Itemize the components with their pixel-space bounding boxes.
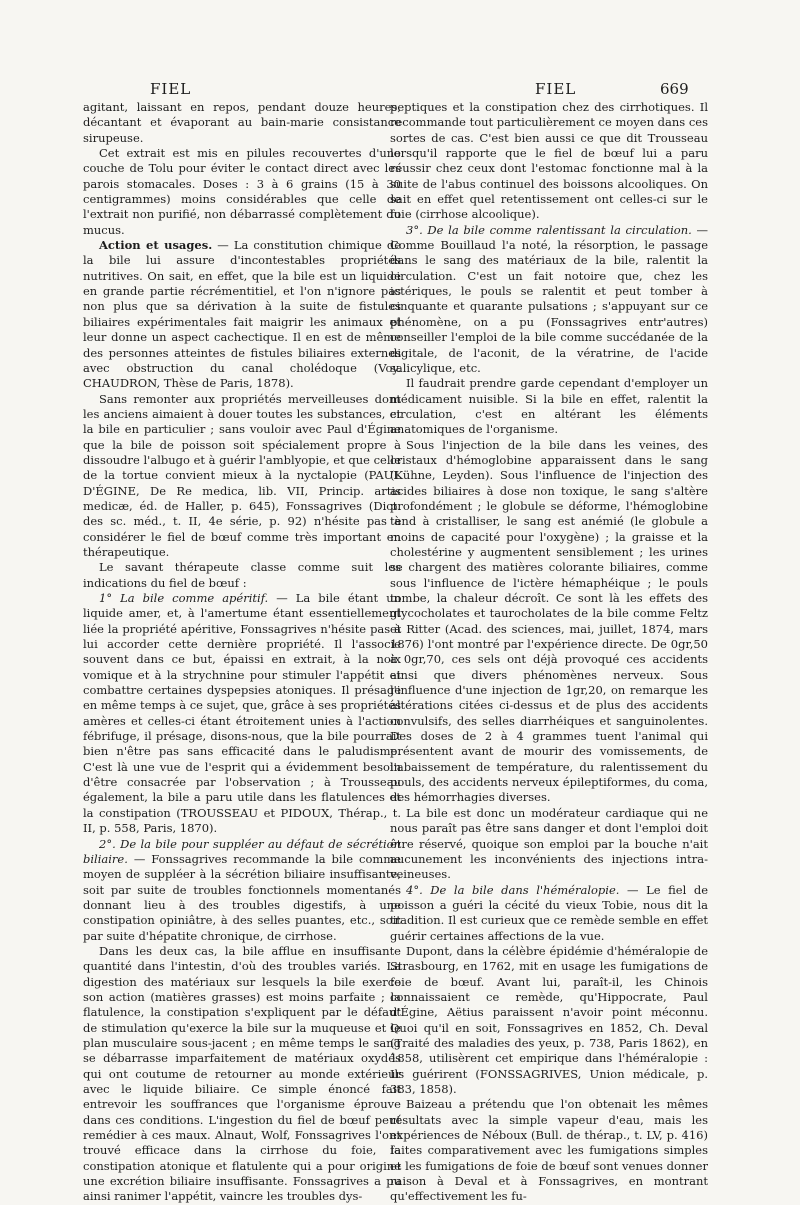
paragraph-text: — La constitution chimique de la bile lui assure d'incontestables propriétés nutritives. On sait, en effet, que la bile est un liquide en grande partie récrémentitiel, et l'on n'ignore pas non plus que sa dérivation à la suite de fistules biliaires expérimentales fait maigrir les animaux et leur donne un aspect cachectique. Il en est de même des personnes atteintes de fistules biliaires externes avec obstruction du canal cholédoque (Voy. CHAUDRON, Thèse de Paris, 1878). xyxy=(83,238,401,391)
paragraph xyxy=(390,223,708,376)
paragraph: Sous l'injection de la bile dans les veines, des cristaux d'hémoglobine apparaissent dans le sang (Kühne, Leyden). Sous l'influence de l'injection des acides biliaires à dose non toxique, le sang s'altère profondément ; le globule se déforme, l'hémoglobine tend à cristalliser, le sang est anémié (le globule a moins de capacité pour l'oxygène) ; la graisse et la cholestérine y augmentent sensiblement ; les urines se chargent des matières colorante biliaires, comme sous l'influence de l'ictère hémaphéique ; le pouls tombe, la chaleur décroît. Ce sont là les effets des glycocholates et taurocholates de la bile comme Feltz et Ritter (Acad. des sciences, mai, juillet, 1874, mars 1876) l'ont montré par l'expérience directe. De 0gr,50 à 0gr,70, ces sels ont déjà provoqué ces accidents ainsi que divers phénomènes nerveux. Sous l'influence d'une injection de 1gr,20, on remarque les altérations citées ci-dessus et de plus des accidents convulsifs, des selles diarrhéiques et sanguinolentes. Des doses de 2 à 4 grammes tuent l'animal qui présentent avant de mourir des vomissements, de l'abaissement de température, du ralentissement du pouls, des accidents nerveux épileptiformes, du coma, des hémorrhagies diverses. xyxy=(390,437,708,805)
paragraph-text: — Comme Bouillaud l'a noté, la résorption, le passage dans le sang des matériaux de la bile, ralentit la circulation. C'est un fait notoire que, chez les ictériques, le pouls se ralentit et peut tomber à cinquante et quarante pulsations ; s'appuyant sur ce phénomène, on a pu (Fonssagrives entr'autres) conseiller l'emploi de la bile comme succédanée de la digitale, de l'aconit, de la vératrine, de l'acide salicylique, etc. xyxy=(390,222,709,375)
subsection-heading: 4°. De la bile dans l'héméralopie. xyxy=(406,882,620,897)
page-number: 669 xyxy=(660,80,689,98)
paragraph: Dans les deux cas, la bile afflue en insuffisante quantité dans l'intestin, d'où des troubles variés. La digestion des matériaux sur lesquels la bile exerce son action (matières grasses) est moins parfaite ; la flatulence, la constipation s'expliquent par le défaut de stimulation qu'exerce la bile sur la muqueuse et le plan musculaire sous-jacent ; en même temps le sang se débarrasse imparfaitement de matériaux oxydés qui ont coutume de retourner au monde extérieur avec le liquide biliaire. Ce simple énoncé fait entrevoir les souffrances que l'organisme éprouve dans ces conditions. L'ingestion du fiel de bœuf peut remédier à ces maux. Alnaut, Wolf, Fonssagrives l'ont trouvé efficace dans la cirrhose du foie, la constipation atonique et flatulente qui a pour origine une excrétion biliaire insuffisante. Fonssagrives a pu ainsi ranimer l'appétit, vaincre les troubles dys- xyxy=(83,943,401,1204)
paragraph xyxy=(390,883,708,944)
section-heading: Action et usages. xyxy=(99,238,213,253)
paragraph: peptiques et la constipation chez des cirrhotiques. Il recommande tout particulièrement ce moyen dans ces sortes de cas. C'est bien aussi ce que dit Trousseau lorsqu'il rapporte que le fiel de bœuf lui a paru réussir chez ceux dont l'estomac fonctionne mal à la suite de l'abus continuel des boissons alcooliques. On sait en effet quel retentissement ont celles-ci sur le foie (cirrhose alcoolique). xyxy=(390,100,708,222)
paragraph: Sans remonter aux propriétés merveilleuses dont les anciens aimaient à douer toutes les substances, et la bile en particulier ; sans vouloir avec Paul d'Égine que la bile de poisson soit spécialement propre à dissoudre l'albugo et à guérir l'amblyopie, et que celle de la tortue convient mieux à la nyctalopie (PAUL D'ÉGINE, De Re medica, lib. VII, Princip. artis medicæ, éd. de Haller, p. 645), Fonssagrives (Dict. des sc. méd., t. II, 4e série, p. 92) n'hésite pas à considérer le fiel de bœuf comme très important en thérapeutique. xyxy=(83,391,402,559)
right-column xyxy=(390,100,708,1205)
paragraph: Cet extrait est mis en pilules recouvertes d'une couche de Tolu pour éviter le contact direct avec les parois stomacales. Doses : 3 à 6 grains (15 à 30 centigrammes) moins considérables que celle de l'extrait non purifié, non débarrassé complètement du mucus. xyxy=(83,146,401,237)
paragraph xyxy=(83,837,401,944)
paragraph xyxy=(83,238,401,391)
paragraph: La bile est donc un modérateur cardiaque qui ne nous paraît pas être sans danger et dont l'emploi doit être réservé, quoique son emploi par la bouche n'ait aucunement les inconvénients des injections intra-veineuses. xyxy=(390,805,708,882)
subsection-heading: 1° La bile comme apéritif. xyxy=(99,591,269,605)
paragraph xyxy=(83,591,401,837)
paragraph: Baizeau a prétendu que l'on obtenait les mêmes résultats avec la simple vapeur d'eau, mais les expériences de Néboux (Bull. de thérap., t. LV, p. 416) faites comparativement avec les fumigations simples et les fumigations de foie de bœuf sont venues donner raison à Deval et à Fonssagrives, en montrant qu'effectivement les fu- xyxy=(390,1097,708,1204)
subsection-heading: 2°. De la bile pour suppléer au défaut de sécrétion biliaire. xyxy=(83,836,401,866)
subsection-heading: 3°. De la bile comme ralentissant la circulation. xyxy=(406,222,692,237)
running-head-center: FIEL xyxy=(535,80,577,98)
running-head-left: FIEL xyxy=(150,80,192,98)
paragraph: Le savant thérapeute classe comme suit les indications du fiel de bœuf : xyxy=(83,560,401,590)
paragraph-text: — Le fiel de poisson a guéri la cécité du vieux Tobie, nous dit la tradition. Il est curieux que ce remède semble en effet guérir certaines affections de la vue. xyxy=(390,882,709,943)
paragraph: agitant, laissant en repos, pendant douze heures, décantant et évaporant au bain-marie consistance sirupeuse. xyxy=(83,100,401,145)
paragraph: Il faudrait prendre garde cependant d'employer un médicament nuisible. Si la bile en effet, ralentit la circulation, c'est en altérant les éléments anatomiques de l'organisme. xyxy=(390,376,708,437)
paragraph-text: — La bile étant un liquide amer, et, à l'amertume étant essentiellement liée la propriété apéritive, Fonssagrives n'hésite pas à lui accorder cette dernière propriété. Il l'associe souvent dans ce but, épaissi en extrait, à la noix vomique et à la strychnine pour stimuler l'appétit et combattre certaines dyspepsies atoniques. Il présage en même temps à ce sujet, que, grâce à ses propriétés amères et celles-ci étant étroitement unies à l'action fébrifuge, il présage, disons-nous, que la bile pourrait bien n'être pas sans efficacité dans le paludisme. C'est là une vue de l'esprit qui a évidemment besoin d'être consacrée par l'observation ; à Trousseau également, la bile a paru utile dans les flatulences et la constipation (TROUSSEAU et PIDOUX, Thérap., t. II, p. 558, Paris, 1870). xyxy=(83,591,402,836)
paragraph-text: — Fonssagrives recommande la bile comme moyen de suppléer à la sécrétion biliaire insuffisante, soit par suite de troubles fonctionnels momentanés donnant lieu à des troubles digestifs, à une constipation opiniâtre, à des selles puantes, etc., soit par suite d'hépatite chronique, de cirrhose. xyxy=(83,851,401,943)
paragraph: Dupont, dans la célèbre épidémie d'héméralopie de Strasbourg, en 1762, mit en usage les fumigations de foie de bœuf. Avant lui, paraît-il, les Chinois connaissaient ce remède, qu'Hippocrate, Paul d'Égine, Aëtius paraissent n'avoir point méconnu. Quoi qu'il en soit, Fonssagrives en 1852, Ch. Deval (Traité des maladies des yeux, p. 738, Paris 1862), en 1858, utilisèrent cet empirique dans l'héméralopie : Ils guérirent (FONSSAGRIVES, Union médicale, p. 383, 1858). xyxy=(390,943,708,1096)
left-column xyxy=(83,100,401,1205)
